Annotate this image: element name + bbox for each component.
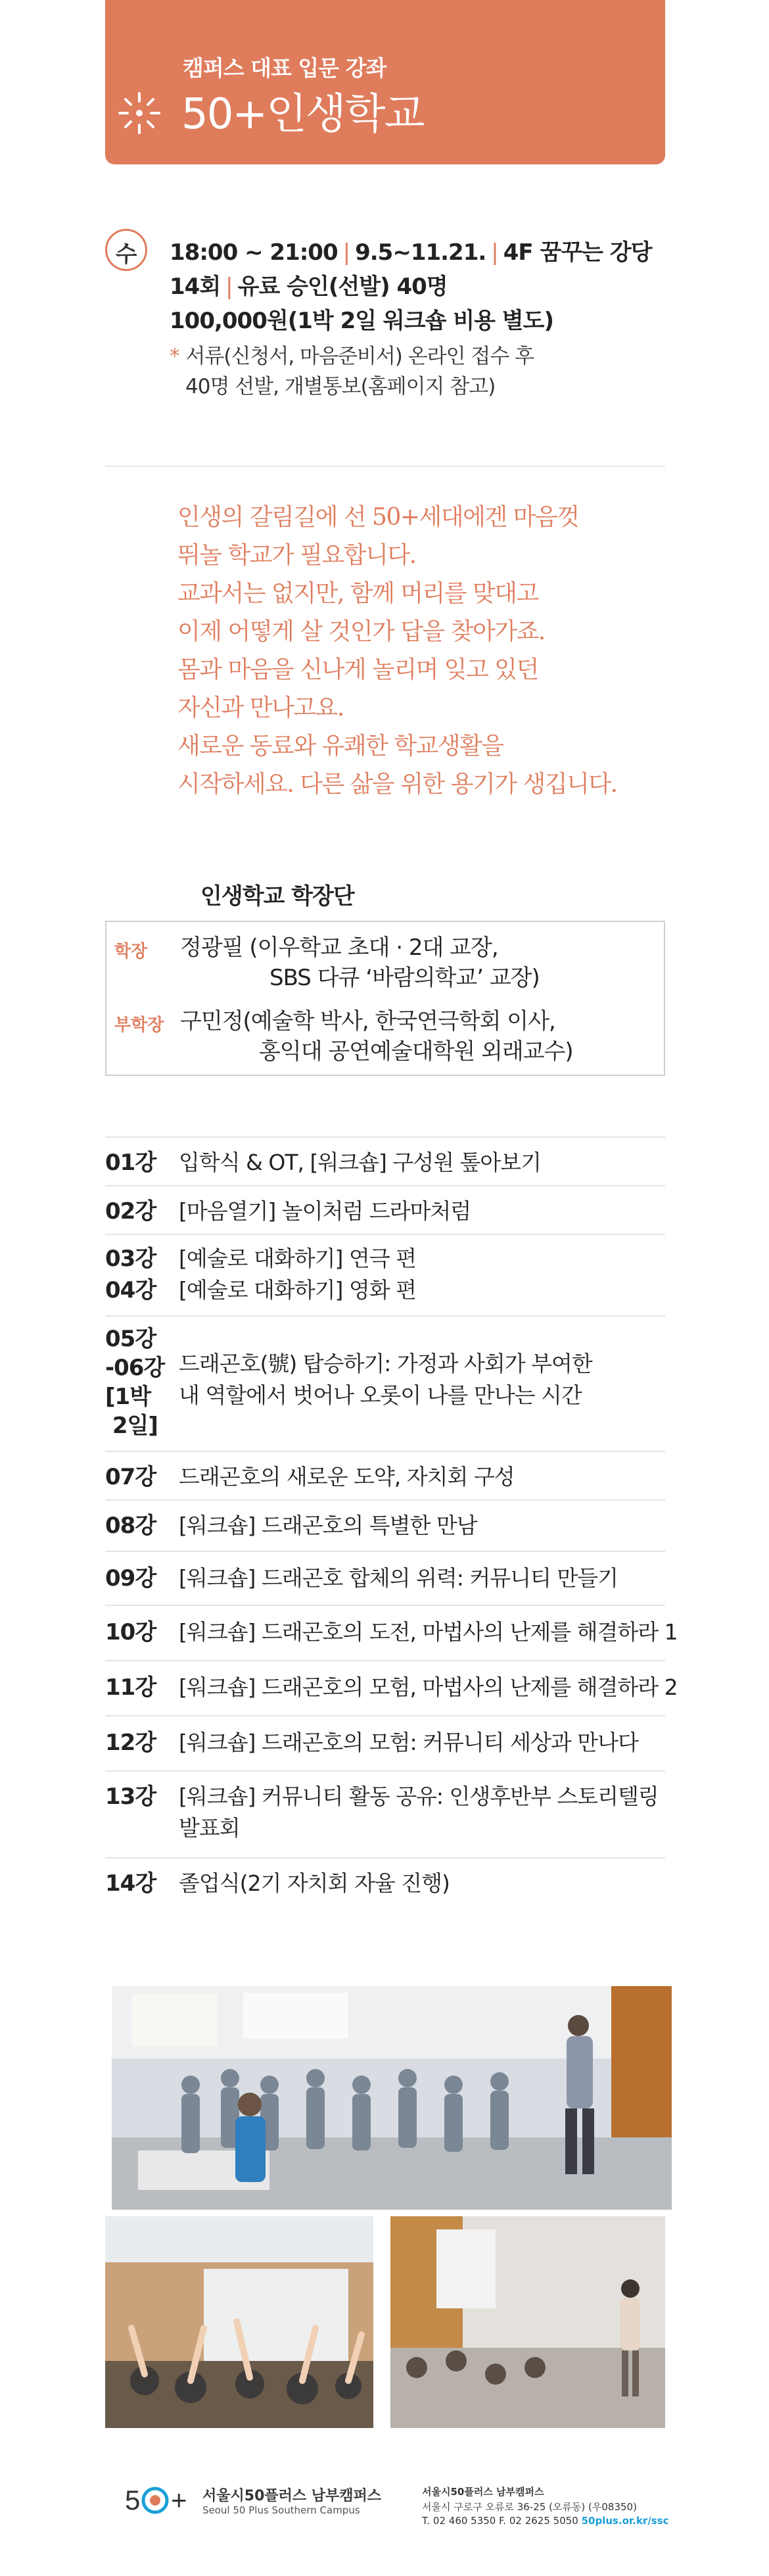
session-number: 10강	[105, 1619, 156, 1645]
sessions: 14회	[170, 274, 221, 300]
intro-line: 시작하세요. 다른 삶을 위한 용기가 생깁니다.	[177, 771, 617, 798]
footer-address-title: 서울시50플러스 남부캠퍼스	[422, 2486, 544, 2498]
footer-contact	[422, 2515, 669, 2527]
leaders-box	[105, 921, 665, 1076]
intro-line: 자신과 만나고요.	[177, 694, 344, 721]
session-title: [워크숍] 드래곤호의 특별한 만남	[179, 1513, 477, 1538]
footer-phone: T. 02 460 5350 F. 02 2625 5050	[422, 2515, 578, 2527]
session-number: 09강	[105, 1565, 156, 1592]
session-number: 02강	[105, 1198, 156, 1225]
class-photo-image	[105, 2216, 373, 2428]
svg-text:+: +	[171, 2485, 187, 2515]
session-number: 05강	[105, 1326, 156, 1352]
session-title: [예술로 대화하기] 영화 편	[179, 1277, 416, 1303]
curriculum-row	[105, 1605, 678, 1660]
dean-line-1: 정광필 (이우학교 초대 · 2대 교장,	[180, 935, 498, 961]
session-title: [예술로 대화하기] 연극 편	[179, 1246, 416, 1271]
day-badge	[105, 229, 147, 271]
session-number: 2일]	[105, 1413, 158, 1439]
curriculum-row	[105, 1136, 665, 1185]
fee: 100,000원(1박 2일 워크숍 비용 별도)	[170, 308, 554, 334]
dean-line-2: SBS 다큐 ‘바람의학교’ 교장)	[269, 965, 540, 991]
class-photo-left	[105, 2216, 373, 2428]
divider	[105, 466, 665, 467]
footer-org-name: 서울시50플러스 남부캠퍼스	[202, 2488, 382, 2504]
svg-text:5: 5	[125, 2485, 141, 2515]
curriculum-row	[105, 1451, 665, 1499]
header-banner	[105, 0, 665, 164]
session-number: 11강	[105, 1674, 156, 1701]
schedule-line: 18:00 ~ 21:00 | 9.5~11.21. | 4F 꿈꾸는 강당	[170, 239, 652, 266]
intro-line: 인생의 갈림길에 선 50+세대에겐 마음껏	[177, 504, 579, 531]
footer-org-name-en: Seoul 50 Plus Southern Campus	[202, 2504, 360, 2516]
curriculum-row	[105, 1715, 665, 1770]
session-number: 01강	[105, 1150, 156, 1176]
class-photo-right	[390, 2216, 665, 2428]
dean-role: 학장	[114, 942, 148, 961]
session-title: 졸업식(2기 자치회 자율 진행)	[179, 1870, 450, 1896]
day-label: 수	[115, 241, 137, 268]
page-title: 50+인생학교	[181, 90, 424, 139]
intro-line: 새로운 동료와 유쾌한 학교생활을	[177, 733, 503, 760]
footer-address: 서울시 구로구 오류로 36-25 (오류동) (우08350)	[422, 2501, 637, 2513]
curriculum-row	[105, 1234, 665, 1315]
session-title: [마음열기] 놀이처럼 드라마처럼	[179, 1198, 471, 1224]
curriculum-row	[105, 1551, 665, 1605]
intro-line: 교과서는 없지만, 함께 머리를 맞대고	[177, 580, 538, 607]
place: 4F 꿈꾸는 강당	[503, 239, 652, 266]
approval: 유료 승인(선발) 40명	[237, 274, 448, 300]
session-number: 04강	[105, 1277, 156, 1303]
vice-line-2: 홍익대 공연예술대학원 외래교수)	[259, 1038, 573, 1065]
session-title: 드래곤호(號) 탑승하기: 가정과 사회가 부여한	[179, 1351, 592, 1376]
time: 18:00 ~ 21:00	[170, 239, 338, 266]
curriculum-row	[105, 1185, 665, 1234]
curriculum-row	[105, 1857, 665, 1910]
session-number: 13강	[105, 1784, 156, 1810]
banner-subtitle: 캠퍼스 대표 입문 강좌	[183, 55, 386, 81]
sessions-line: 14회 | 유료 승인(선발) 40명	[170, 274, 448, 300]
curriculum-row	[105, 1315, 665, 1451]
session-number: 07강	[105, 1464, 156, 1490]
asterisk: *	[170, 345, 179, 368]
curriculum-row	[105, 1499, 665, 1551]
session-number: 03강	[105, 1246, 156, 1272]
note-line-1: * 서류(신청서, 마음준비서) 온라인 접수 후	[170, 345, 534, 368]
session-number: 08강	[105, 1513, 156, 1539]
session-title: 발표회	[179, 1815, 240, 1841]
class-photo-large	[112, 1986, 672, 2210]
session-title: [워크숍] 드래곤호의 도전, 마법사의 난제를 해결하라 1	[179, 1619, 678, 1645]
intro-line: 이제 어떻게 살 것인가 답을 찾아가죠.	[177, 618, 545, 645]
50plus-logo-icon	[125, 2481, 197, 2517]
session-title: [워크숍] 드래곤호 합체의 위력: 커뮤니티 만들기	[179, 1565, 618, 1591]
intro-text	[177, 498, 677, 804]
session-title: 내 역할에서 벗어나 오롯이 나를 만나는 시간	[179, 1382, 582, 1408]
intro-line: 뛰놀 학교가 필요합니다.	[177, 542, 416, 569]
session-number: -06강	[105, 1355, 165, 1381]
footer-url-link[interactable]: 50plus.or.kr/ssc	[581, 2515, 669, 2527]
note-line-2: 40명 선발, 개별통보(홈페이지 참고)	[185, 375, 496, 399]
session-title: 드래곤호의 새로운 도약, 자치회 구성	[179, 1464, 515, 1490]
intro-line: 몸과 마음을 신나게 놀리며 잊고 있던	[177, 656, 538, 683]
curriculum-row	[105, 1660, 678, 1715]
session-number: 14강	[105, 1870, 156, 1897]
session-title: 입학식 & OT, [워크숍] 구성원 톺아보기	[179, 1150, 541, 1175]
class-photo-image	[390, 2216, 665, 2428]
session-title: [워크숍] 커뮤니티 활동 공유: 인생후반부 스토리텔링	[179, 1784, 659, 1809]
sparkle-logo-icon	[116, 89, 163, 137]
class-photo-image	[112, 1986, 672, 2210]
curriculum-row	[105, 1770, 665, 1857]
vice-line-1: 구민정(예술학 박사, 한국연극학회 이사,	[180, 1008, 555, 1034]
session-title: [워크숍] 드래곤호의 모험, 마법사의 난제를 해결하라 2	[179, 1674, 678, 1700]
leaders-heading: 인생학교 학장단	[200, 883, 354, 910]
vice-role: 부학장	[114, 1015, 164, 1035]
session-title: [워크숍] 드래곤호의 모험: 커뮤니티 세상과 만나다	[179, 1730, 638, 1755]
session-number: [1박	[105, 1384, 151, 1410]
period: 9.5~11.21.	[355, 239, 486, 266]
session-number: 12강	[105, 1730, 156, 1756]
